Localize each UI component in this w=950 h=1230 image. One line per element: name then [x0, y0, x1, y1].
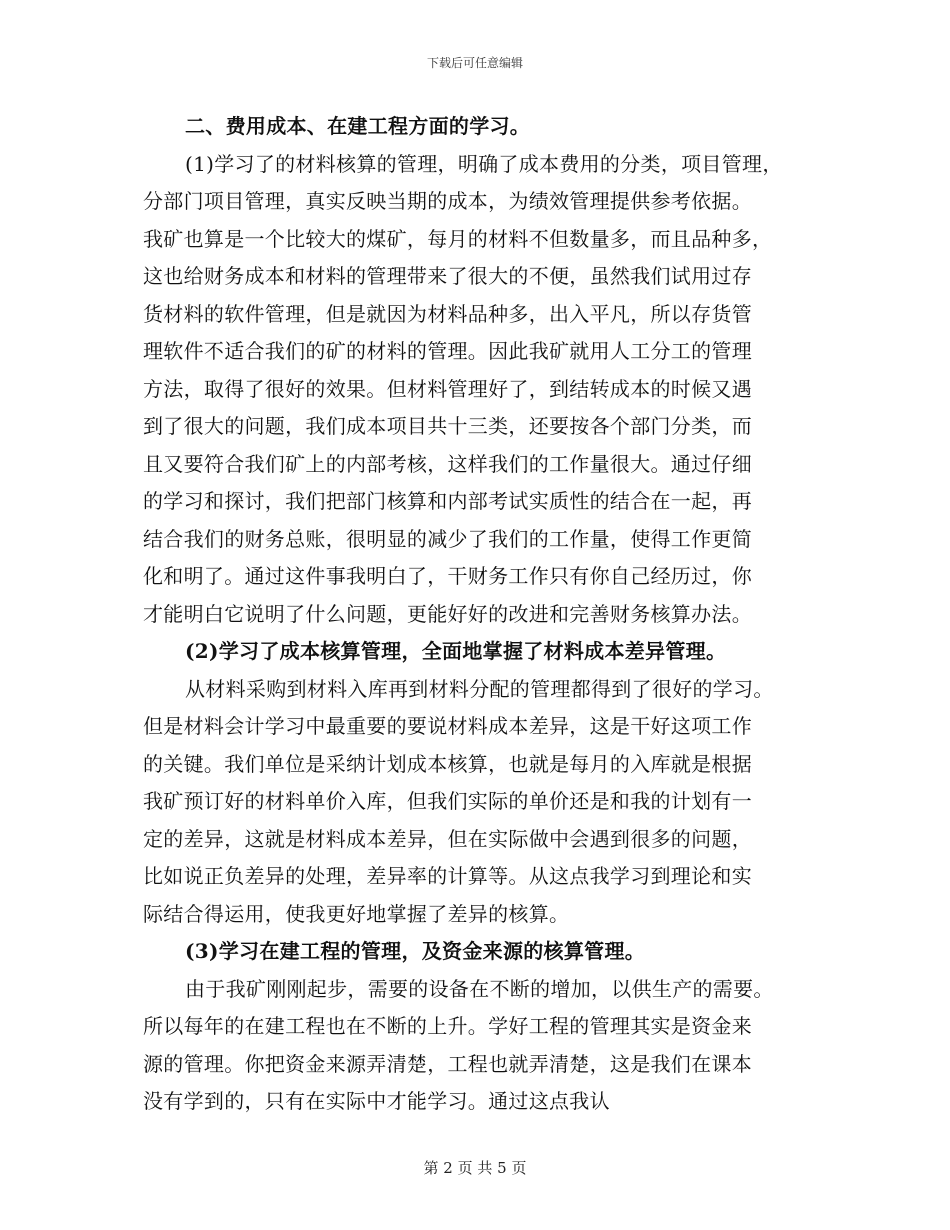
paragraph-line: 由于我矿刚刚起步，需要的设备在不断的增加，以供生产的需要。	[185, 976, 774, 1001]
section-heading: 二、费用成本、在建工程方面的学习。	[185, 114, 531, 138]
paragraph-line: 方法，取得了很好的效果。但材料管理好了，到结转成本的时候又遇	[143, 376, 752, 401]
paragraph-line: 这也给财务成本和材料的管理带来了很大的不便，虽然我们试用过存	[143, 264, 752, 288]
paragraph-line: (1)学习了的材料核算的管理，明确了成本费用的分类，项目管理，	[185, 151, 783, 176]
paragraph-line: 理软件不适合我们的矿的材料的管理。因此我矿就用人工分工的管理	[143, 339, 752, 363]
paragraph-line: 货材料的软件管理，但是就因为材料品种多，出入平凡，所以存货管	[143, 301, 752, 326]
subsection-heading: (3)学习在建工程的管理，及资金来源的核算管理。	[185, 939, 646, 963]
paragraph-line: 且又要符合我们矿上的内部考核，这样我们的工作量很大。通过仔细	[143, 451, 752, 476]
subsection-heading: (2)学习了成本核算管理，全面地掌握了材料成本差异管理。	[185, 639, 727, 663]
paragraph-line: 的关键。我们单位是采纳计划成本核算，也就是每月的入库就是根据	[143, 751, 752, 776]
paragraph-line: 比如说正负差异的处理，差异率的计算等。从这点我学习到理论和实	[143, 864, 752, 888]
paragraph-line: 但是材料会计学习中最重要的要说材料成本差异，这是干好这项工作	[143, 714, 752, 738]
document-body	[143, 108, 823, 1121]
paragraph-line: 化和明了。通过这件事我明白了，干财务工作只有你自己经历过，你	[143, 564, 752, 588]
paragraph-line: 分部门项目管理，真实反映当期的成本，为绩效管理提供参考依据。	[143, 189, 752, 213]
page-number: 第 2 页 共 5 页	[423, 1159, 527, 1177]
paragraph-line: 到了很大的问题，我们成本项目共十三类，还要按各个部门分类，而	[143, 414, 752, 438]
paragraph-line: 定的差异，这就是材料成本差异，但在实际做中会遇到很多的问题，	[143, 826, 752, 851]
paragraph-line: 从材料采购到材料入库再到材料分配的管理都得到了很好的学习。	[185, 676, 774, 701]
paragraph-line: 际结合得运用，使我更好地掌握了差异的核算。	[143, 901, 570, 926]
paragraph-line: 我矿预订好的材料单价入库，但我们实际的单价还是和我的计划有一	[143, 789, 752, 813]
paragraph-line: 结合我们的财务总账，很明显的减少了我们的工作量，使得工作更简	[143, 526, 752, 551]
paragraph-line: 才能明白它说明了什么问题，更能好好的改进和完善财务核算办法。	[143, 601, 752, 626]
paragraph-line: 源的管理。你把资金来源弄清楚，工程也就弄清楚，这是我们在课本	[143, 1051, 752, 1076]
paragraph-line: 的学习和探讨，我们把部门核算和内部考试实质性的结合在一起，再	[143, 489, 752, 513]
header-note: 下载后可任意编辑	[426, 56, 523, 70]
paragraph-line: 所以每年的在建工程也在不断的上升。学好工程的管理其实是资金来	[143, 1014, 752, 1038]
paragraph-line: 没有学到的，只有在实际中才能学习。通过这点我认	[143, 1089, 610, 1113]
paragraph-line: 我矿也算是一个比较大的煤矿，每月的材料不但数量多，而且品种多，	[143, 226, 773, 251]
